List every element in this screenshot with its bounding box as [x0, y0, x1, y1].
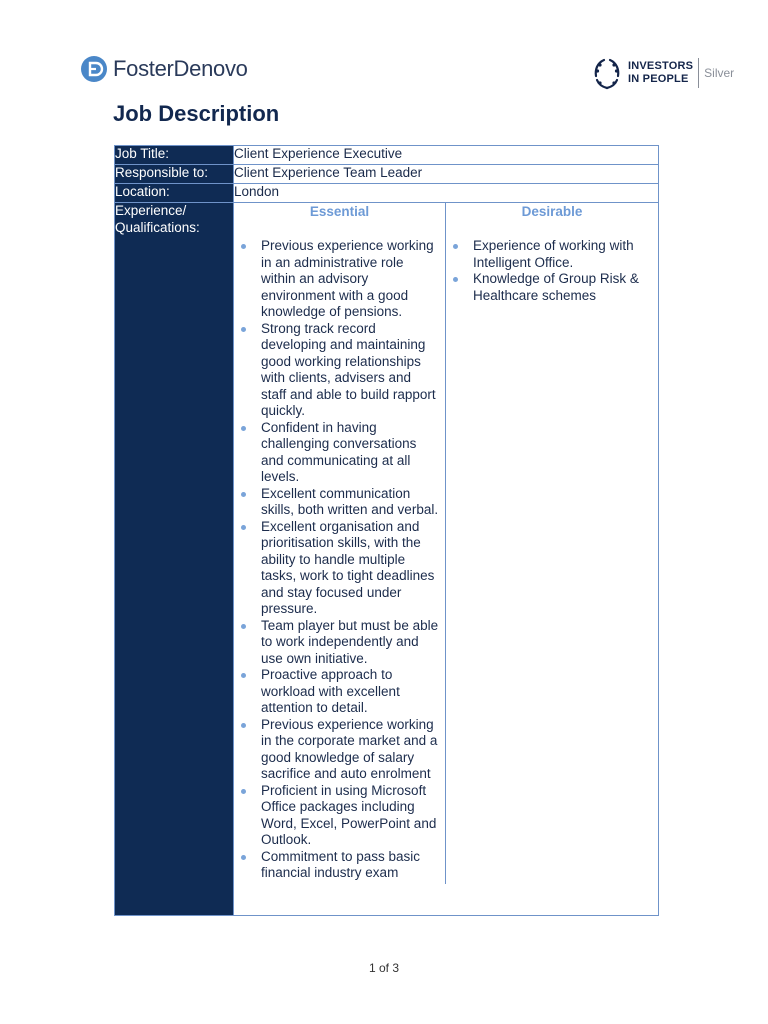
list-item-text: Previous experience working in the corporate market and a good knowledge of salary sacrifice and auto enrolment — [261, 716, 438, 781]
list-item-text: Proficient in using Microsoft Office packages including Word, Excel, PowerPoint and Outlook. — [261, 782, 437, 847]
iip-wordmark — [628, 60, 693, 86]
page-header — [0, 0, 768, 100]
list-item — [234, 618, 439, 668]
bullet-icon — [241, 327, 246, 332]
bullet-icon — [241, 855, 246, 860]
list-item — [234, 486, 439, 519]
location-value: London — [234, 184, 659, 203]
responsible-to-label: Responsible to: — [115, 165, 234, 184]
brand-logo — [81, 56, 248, 82]
list-item-text: Excellent organisation and prioritisation skills, with the ability to handle multiple tasks, work to tight deadlines and stay focused under pressure. — [261, 518, 435, 616]
list-item-text: Proactive approach to workload with excellent attention to detail. — [261, 667, 400, 715]
desirable-list — [446, 238, 658, 306]
requirements-split — [234, 203, 658, 884]
list-item-text: Previous experience working in an administrative role within an advisory environment with a good knowledge of pensions. — [261, 238, 434, 319]
fosterdenovo-logo-icon — [81, 56, 107, 82]
experience-label-line2: Qualifications: — [115, 219, 200, 235]
bullet-icon — [241, 426, 246, 431]
table-row — [115, 165, 659, 184]
list-item-text: Confident in having challenging conversations and communicating at all levels. — [261, 419, 417, 484]
list-item — [234, 420, 439, 486]
bullet-icon — [241, 492, 246, 497]
iip-line1: INVESTORS — [628, 60, 694, 72]
list-item — [446, 271, 652, 304]
list-item — [234, 717, 439, 783]
list-item-text: Team player but must be able to work independently and use own initiative. — [261, 617, 439, 666]
list-item-text: Excellent communication skills, both written and verbal. — [261, 485, 439, 517]
list-item — [234, 519, 439, 618]
job-title-label: Job Title: — [115, 146, 234, 165]
bullet-icon — [241, 624, 246, 629]
brand-name: FosterDenovo — [113, 56, 248, 81]
wreath-icon — [592, 56, 622, 90]
list-item — [234, 321, 439, 420]
iip-divider — [698, 58, 699, 88]
job-description-table — [114, 145, 659, 916]
list-item-text: Experience of working with Intelligent Office. — [473, 238, 634, 270]
location-label: Location: — [115, 184, 234, 203]
document-title: Job Description — [113, 101, 280, 126]
table-row — [115, 146, 659, 165]
table-row — [115, 184, 659, 203]
table-row — [115, 203, 659, 916]
iip-line2: IN PEOPLE — [628, 73, 689, 85]
bullet-icon — [241, 723, 246, 728]
desirable-column — [446, 203, 658, 884]
job-title-value: Client Experience Executive — [234, 146, 659, 165]
iip-level: Silver — [704, 66, 735, 80]
bullet-icon — [241, 244, 246, 249]
experience-cell — [234, 203, 659, 916]
responsible-to-value: Client Experience Team Leader — [234, 165, 659, 184]
list-item — [234, 783, 439, 849]
bullet-icon — [241, 673, 246, 678]
list-item-text: Knowledge of Group Risk & Healthcare schemes — [473, 271, 639, 303]
bullet-icon — [453, 244, 458, 249]
list-item — [234, 667, 439, 717]
investors-in-people-badge — [592, 56, 734, 90]
experience-label-line1: Experience/ — [115, 203, 187, 218]
bullet-icon — [241, 789, 246, 794]
essential-heading: Essential — [309, 204, 370, 219]
experience-label — [115, 203, 234, 916]
list-item-text: Commitment to pass basic financial industry exam — [261, 848, 421, 880]
page-number: 1 of 3 — [368, 961, 400, 975]
desirable-heading: Desirable — [521, 204, 583, 219]
list-item — [446, 238, 652, 271]
essential-column — [234, 203, 446, 884]
bullet-icon — [241, 525, 246, 530]
list-item — [234, 238, 439, 321]
essential-list — [234, 238, 445, 884]
list-item-text: Strong track record developing and maintaining good working relationships with clients, advisers and staff and able to build rapport quickly. — [261, 320, 436, 418]
bullet-icon — [453, 277, 458, 282]
list-item — [234, 849, 439, 882]
